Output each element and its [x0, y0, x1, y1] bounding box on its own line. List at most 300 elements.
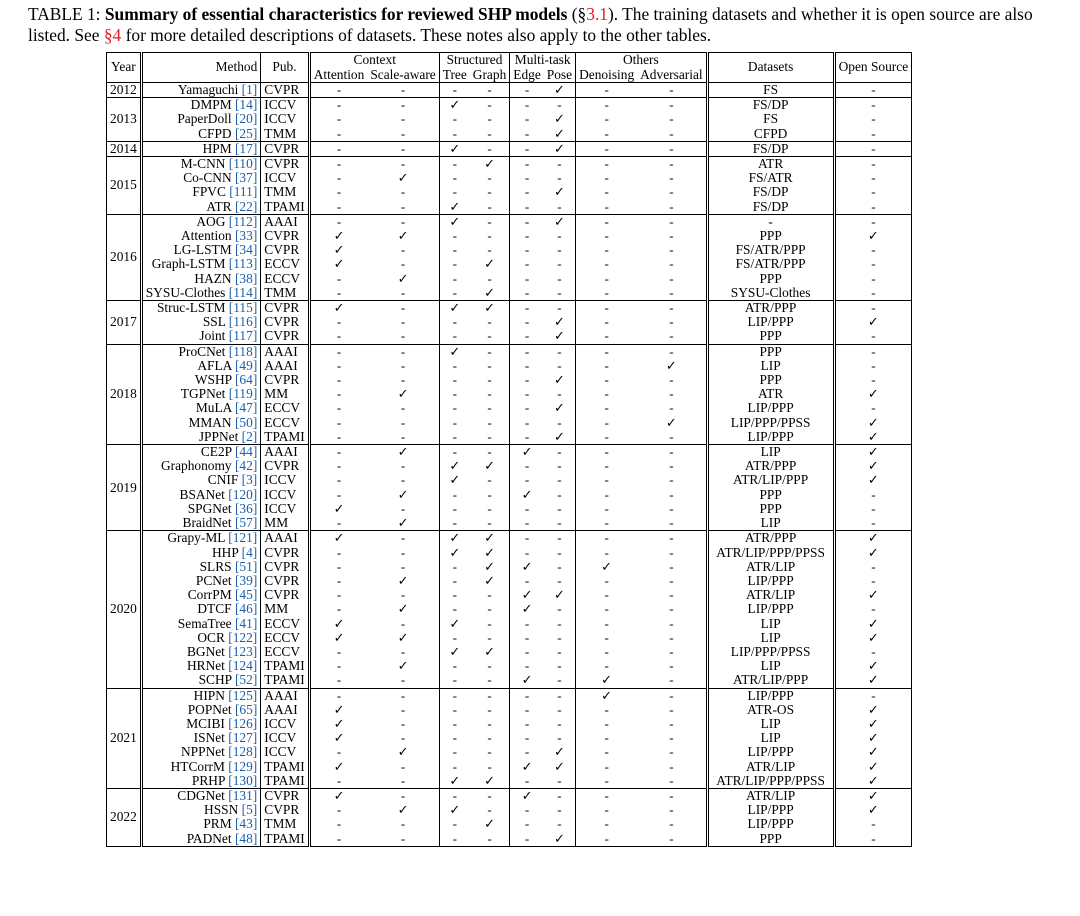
attention-cell: -	[336, 486, 342, 502]
citation-link[interactable]: [120]	[228, 486, 258, 502]
open-source-cell: ✓	[834, 531, 912, 546]
tree-cell: -	[439, 731, 470, 745]
method-cell	[141, 516, 261, 531]
graph-cell: -	[487, 386, 492, 402]
method-name: CNIF	[207, 472, 239, 488]
citation-link[interactable]: [123]	[228, 643, 258, 659]
attention-cell: -	[336, 744, 342, 760]
citation-link[interactable]: [38]	[234, 270, 258, 286]
header-attention: Attention	[309, 68, 367, 83]
adversarial-cell: -	[637, 560, 707, 574]
graph-cell: ✓	[484, 643, 495, 659]
edge-cell: -	[510, 329, 544, 344]
attention-cell: ✓	[333, 615, 345, 631]
denoising-cell: -	[576, 774, 638, 789]
graph-cell: -	[487, 198, 492, 214]
citation-link[interactable]: [49]	[234, 357, 258, 373]
citation-link[interactable]: [45]	[234, 587, 258, 603]
citation-link[interactable]: [110]	[228, 156, 258, 172]
citation-link[interactable]: [3]	[241, 472, 258, 488]
citation-link[interactable]: [64]	[234, 372, 258, 388]
citation-link[interactable]: [52]	[234, 672, 258, 688]
scale-aware-cell: -	[400, 701, 406, 717]
pose-cell: ✓	[553, 428, 565, 444]
pose-cell: -	[544, 301, 576, 316]
adversarial-cell: -	[637, 301, 707, 316]
graph-cell: -	[487, 629, 492, 645]
citation-link[interactable]: [126]	[228, 715, 258, 731]
pose-cell: -	[557, 572, 562, 588]
method-cell	[141, 803, 261, 817]
open-source-cell: -	[834, 98, 912, 113]
graph-cell: -	[487, 500, 492, 516]
edge-cell: -	[510, 631, 544, 645]
table-row	[107, 112, 912, 126]
citation-link[interactable]: [41]	[234, 615, 258, 631]
adversarial-cell: -	[637, 760, 707, 774]
pose-cell: -	[557, 472, 562, 488]
adversarial-cell: -	[637, 703, 707, 717]
pose-cell: -	[557, 658, 562, 674]
pose-cell: -	[557, 615, 562, 631]
citation-link[interactable]: [14]	[234, 97, 258, 113]
tree-cell: -	[439, 286, 470, 301]
scale-aware-cell: -	[400, 242, 406, 258]
graph-cell: -	[487, 715, 492, 731]
scale-aware-cell: -	[367, 98, 439, 113]
pub-cell: CVPR	[261, 229, 309, 243]
attention-cell: -	[336, 82, 342, 97]
graph-cell: ✓	[470, 301, 510, 316]
table-row	[107, 445, 912, 460]
edge-cell: -	[510, 387, 544, 401]
citation-link[interactable]: [116]	[228, 314, 258, 330]
graph-cell: -	[487, 701, 492, 717]
scale-aware-cell: ✓	[397, 486, 409, 502]
year-cell: 2020	[107, 531, 142, 688]
tree-cell: -	[439, 560, 470, 574]
pose-cell: -	[544, 445, 576, 460]
method-cell	[141, 832, 261, 847]
graph-cell: -	[487, 615, 492, 631]
graph-cell: -	[487, 125, 492, 141]
method-cell	[141, 817, 261, 831]
method-name: ProCNet	[178, 343, 226, 359]
edge-cell: -	[510, 574, 544, 588]
pub-cell: ECCV	[261, 631, 309, 645]
method-name: SSL	[202, 314, 226, 330]
table-row	[107, 473, 912, 487]
method-cell	[141, 157, 261, 172]
edge-cell: -	[510, 171, 544, 185]
datasets-cell: ATR	[707, 387, 834, 401]
citation-link[interactable]: [118]	[228, 343, 258, 359]
edge-cell: -	[510, 703, 544, 717]
pub-cell: AAAI	[261, 445, 309, 460]
table-row	[107, 745, 912, 759]
citation-link[interactable]: [34]	[234, 242, 258, 258]
method-cell	[141, 200, 261, 215]
table-row	[107, 387, 912, 401]
pub-cell: TMM	[261, 185, 309, 199]
year-cell: 2018	[107, 344, 142, 444]
denoising-cell: -	[576, 373, 638, 387]
open-source-cell: -	[834, 560, 912, 574]
scale-aware-cell: -	[400, 414, 406, 430]
citation-link[interactable]: [131]	[228, 787, 258, 803]
graph-cell: -	[487, 601, 492, 617]
pub-cell: CVPR	[261, 301, 309, 316]
scale-aware-cell: -	[367, 214, 439, 229]
citation-link[interactable]: [33]	[234, 228, 258, 244]
citation-link[interactable]: [113]	[228, 256, 258, 272]
scale-aware-cell: -	[367, 688, 439, 703]
method-cell	[141, 185, 261, 199]
table-row	[107, 574, 912, 588]
tree-cell: -	[439, 703, 470, 717]
pub-cell: ECCV	[261, 416, 309, 430]
citation-link[interactable]: [119]	[228, 386, 258, 402]
graph-cell: -	[487, 802, 492, 818]
datasets-cell: PPP	[707, 229, 834, 243]
datasets-cell: ATR/LIP	[707, 760, 834, 774]
open-source-cell: ✓	[834, 387, 912, 401]
method-cell	[141, 329, 261, 344]
graph-cell: -	[487, 242, 492, 258]
adversarial-cell: -	[637, 127, 707, 142]
adversarial-cell: -	[637, 387, 707, 401]
edge-cell: -	[510, 141, 544, 156]
method-cell	[141, 673, 261, 688]
table-row	[107, 760, 912, 774]
caption-title: Summary of essential characteristics for reviewed SHP models	[104, 4, 568, 24]
citation-link[interactable]: [112]	[228, 213, 258, 229]
citation-link[interactable]: [2]	[241, 428, 258, 444]
open-source-cell: ✓	[834, 659, 912, 673]
table-row	[107, 631, 912, 645]
edge-cell: -	[510, 359, 544, 373]
denoising-cell: -	[576, 546, 638, 560]
citation-link[interactable]: [127]	[228, 730, 258, 746]
graph-cell: -	[487, 328, 492, 344]
pub-cell: CVPR	[261, 157, 309, 172]
denoising-cell: -	[576, 243, 638, 257]
datasets-cell: LIP/PPP	[707, 817, 834, 831]
header-tree: Tree	[439, 68, 470, 83]
pub-cell: TPAMI	[261, 673, 309, 688]
adversarial-cell: -	[637, 171, 707, 185]
citation-link[interactable]: [46]	[234, 601, 258, 617]
method-name: Attention	[181, 228, 232, 244]
graph-cell: -	[470, 832, 510, 847]
datasets-cell: ATR/LIP	[707, 788, 834, 803]
citation-link[interactable]: [50]	[234, 414, 258, 430]
method-cell	[141, 645, 261, 659]
adversarial-cell: -	[637, 602, 707, 616]
datasets-cell: ATR-OS	[707, 703, 834, 717]
open-source-cell: -	[834, 286, 912, 301]
method-name: HIPN	[193, 687, 225, 703]
scale-aware-cell: ✓	[397, 802, 409, 818]
pub-cell: ICCV	[261, 717, 309, 731]
table-row	[107, 200, 912, 215]
pose-cell: ✓	[553, 758, 565, 774]
method-cell	[141, 83, 261, 98]
pose-cell: -	[557, 558, 562, 574]
adversarial-cell: -	[637, 731, 707, 745]
citation-link[interactable]: [22]	[234, 198, 258, 214]
edge-cell: -	[510, 344, 544, 359]
open-source-cell: -	[834, 688, 912, 703]
method-name: TGPNet	[180, 386, 226, 402]
citation-link[interactable]: [130]	[228, 772, 258, 788]
adversarial-cell: -	[637, 185, 707, 199]
denoising-cell: -	[576, 788, 638, 803]
citation-link[interactable]: [65]	[234, 701, 258, 717]
pub-cell: CVPR	[261, 83, 309, 98]
tree-cell: -	[439, 659, 470, 673]
pose-cell: -	[557, 802, 562, 818]
citation-link[interactable]: [125]	[228, 687, 258, 703]
pub-cell: AAAI	[261, 688, 309, 703]
denoising-cell: -	[576, 430, 638, 445]
section-link-4[interactable]: §4	[103, 25, 122, 45]
scale-aware-cell: ✓	[397, 658, 409, 674]
edge-cell: -	[510, 257, 544, 271]
method-cell	[141, 731, 261, 745]
pose-cell: -	[544, 531, 576, 546]
citation-link[interactable]: [39]	[234, 572, 258, 588]
attention-cell: ✓	[309, 788, 367, 803]
method-name: M-CNN	[180, 156, 226, 172]
graph-cell: -	[487, 111, 492, 127]
table-row	[107, 774, 912, 789]
attention-cell: -	[336, 414, 342, 430]
datasets-cell: CFPD	[707, 127, 834, 142]
edge-cell: ✓	[510, 445, 544, 460]
graph-cell: ✓	[484, 284, 495, 300]
tree-cell: -	[439, 430, 470, 445]
tree-cell: -	[439, 745, 470, 759]
attention-cell: -	[336, 472, 342, 488]
pose-cell: -	[557, 486, 562, 502]
method-cell	[141, 631, 261, 645]
scale-aware-cell: -	[400, 428, 406, 444]
method-name: WSHP	[194, 372, 232, 388]
citation-link[interactable]: [42]	[234, 458, 258, 474]
datasets-cell: PPP	[707, 272, 834, 286]
attention-cell: -	[336, 328, 342, 344]
adversarial-cell: -	[637, 574, 707, 588]
citation-link[interactable]: [111]	[229, 184, 258, 200]
citation-link[interactable]: [43]	[234, 816, 258, 832]
method-cell	[141, 127, 261, 142]
attention-cell: -	[336, 198, 342, 214]
open-source-cell: ✓	[834, 760, 912, 774]
graph-cell: -	[487, 170, 492, 186]
pub-cell: AAAI	[261, 359, 309, 373]
method-cell	[141, 688, 261, 703]
citation-link[interactable]: [124]	[228, 658, 258, 674]
open-source-cell: ✓	[834, 473, 912, 487]
edge-cell: -	[510, 502, 544, 516]
citation-link[interactable]: [117]	[228, 328, 258, 344]
graph-cell: ✓	[484, 544, 495, 560]
attention-cell: ✓	[333, 629, 345, 645]
table-row	[107, 83, 912, 98]
citation-link[interactable]: [48]	[234, 830, 258, 846]
table-row	[107, 373, 912, 387]
method-cell	[141, 315, 261, 329]
denoising-cell: -	[576, 98, 638, 113]
datasets-cell: PPP	[707, 832, 834, 847]
edge-cell: -	[510, 531, 544, 546]
method-name: SemaTree	[177, 615, 232, 631]
denoising-cell: -	[576, 127, 638, 142]
table-row	[107, 803, 912, 817]
citation-link[interactable]: [129]	[228, 758, 258, 774]
citation-link[interactable]: [20]	[234, 111, 258, 127]
tree-cell: ✓	[439, 803, 470, 817]
section-link-3-1[interactable]: 3.1	[586, 4, 608, 24]
denoising-cell: -	[576, 760, 638, 774]
attention-cell: -	[309, 157, 367, 172]
table-row	[107, 531, 912, 546]
datasets-cell: LIP/PPP	[707, 574, 834, 588]
citation-link[interactable]: [37]	[234, 170, 258, 186]
attention-cell: -	[336, 125, 342, 141]
pub-cell: CVPR	[261, 315, 309, 329]
pub-cell: ICCV	[261, 98, 309, 113]
attention-cell: ✓	[309, 301, 367, 316]
method-name: Graph-LSTM	[151, 256, 226, 272]
datasets-cell: LIP	[707, 617, 834, 631]
graph-cell: -	[487, 672, 492, 688]
method-cell	[141, 774, 261, 789]
datasets-cell: SYSU-Clothes	[707, 286, 834, 301]
attention-cell: -	[336, 601, 342, 617]
citation-link[interactable]: [5]	[241, 802, 258, 818]
graph-cell: -	[487, 184, 492, 200]
header-pose: Pose	[544, 68, 576, 83]
citation-link[interactable]: [44]	[234, 444, 258, 460]
attention-cell: ✓	[309, 531, 367, 546]
table-row	[107, 546, 912, 560]
edge-cell: -	[510, 185, 544, 199]
pose-cell: -	[557, 500, 562, 516]
citation-link[interactable]: [47]	[234, 400, 258, 416]
graph-cell: ✓	[484, 816, 495, 832]
denoising-cell: -	[576, 473, 638, 487]
tree-cell: ✓	[439, 459, 470, 473]
citation-link[interactable]: [1]	[241, 82, 258, 97]
graph-cell: -	[487, 486, 492, 502]
pub-cell: CVPR	[261, 803, 309, 817]
scale-aware-cell: -	[400, 643, 406, 659]
pose-cell: ✓	[553, 125, 565, 141]
pub-cell: AAAI	[261, 531, 309, 546]
table-row	[107, 214, 912, 229]
attention-cell: -	[336, 643, 342, 659]
table-row	[107, 229, 912, 243]
edge-cell: -	[510, 98, 544, 113]
citation-link[interactable]: [57]	[234, 515, 258, 531]
table-row	[107, 788, 912, 803]
pose-cell: -	[557, 170, 562, 186]
tree-cell: ✓	[439, 200, 470, 215]
method-name: NPPNet	[181, 744, 225, 760]
graph-cell: -	[487, 414, 492, 430]
citation-link[interactable]: [4]	[241, 544, 258, 560]
edge-cell: ✓	[510, 760, 544, 774]
citation-link[interactable]: [114]	[228, 284, 258, 300]
edge-cell: -	[510, 645, 544, 659]
attention-cell: -	[336, 772, 342, 788]
open-source-cell: -	[834, 516, 912, 531]
open-source-cell: ✓	[834, 774, 912, 789]
method-cell	[141, 229, 261, 243]
attention-cell: -	[336, 802, 342, 818]
tree-cell: -	[439, 112, 470, 126]
table-row	[107, 286, 912, 301]
method-name: HRNet	[186, 658, 225, 674]
datasets-cell: LIP/PPP	[707, 602, 834, 616]
scale-aware-cell: -	[367, 531, 439, 546]
scale-aware-cell: -	[400, 458, 406, 474]
citation-link[interactable]: [51]	[234, 558, 258, 574]
adversarial-cell: -	[637, 141, 707, 156]
method-name: Grapy-ML	[167, 530, 225, 546]
edge-cell: -	[510, 272, 544, 286]
graph-cell: -	[487, 744, 492, 760]
table-row	[107, 359, 912, 373]
pose-cell: ✓	[553, 587, 565, 603]
citation-link[interactable]: [25]	[234, 125, 258, 141]
adversarial-cell: -	[637, 286, 707, 301]
citation-link[interactable]: [122]	[228, 629, 258, 645]
tree-cell: -	[439, 387, 470, 401]
method-name: FPVC	[192, 184, 226, 200]
pub-cell: ICCV	[261, 731, 309, 745]
method-name: Yamaguchi	[177, 82, 239, 97]
datasets-cell: FS	[707, 83, 834, 98]
denoising-cell: -	[576, 344, 638, 359]
adversarial-cell: ✓	[637, 416, 707, 430]
scale-aware-cell: -	[400, 256, 406, 272]
graph-cell: ✓	[484, 558, 495, 574]
datasets-cell: LIP/PPP	[707, 688, 834, 703]
citation-link[interactable]: [17]	[234, 140, 258, 156]
denoising-cell: -	[576, 329, 638, 344]
method-cell	[141, 272, 261, 286]
open-source-cell: -	[834, 359, 912, 373]
citation-link[interactable]: [36]	[234, 500, 258, 516]
edge-cell: -	[510, 229, 544, 243]
attention-cell: -	[336, 270, 342, 286]
tree-cell: ✓	[439, 531, 470, 546]
method-name: LG-LSTM	[173, 242, 232, 258]
citation-link[interactable]: [115]	[228, 300, 258, 316]
scale-aware-cell: -	[400, 587, 406, 603]
table-row	[107, 157, 912, 172]
citation-link[interactable]: [121]	[228, 530, 258, 546]
attention-cell: -	[336, 111, 342, 127]
method-name: HAZN	[194, 270, 232, 286]
citation-link[interactable]: [128]	[228, 744, 258, 760]
method-cell	[141, 141, 261, 156]
adversarial-cell: -	[637, 788, 707, 803]
adversarial-cell: -	[637, 588, 707, 602]
